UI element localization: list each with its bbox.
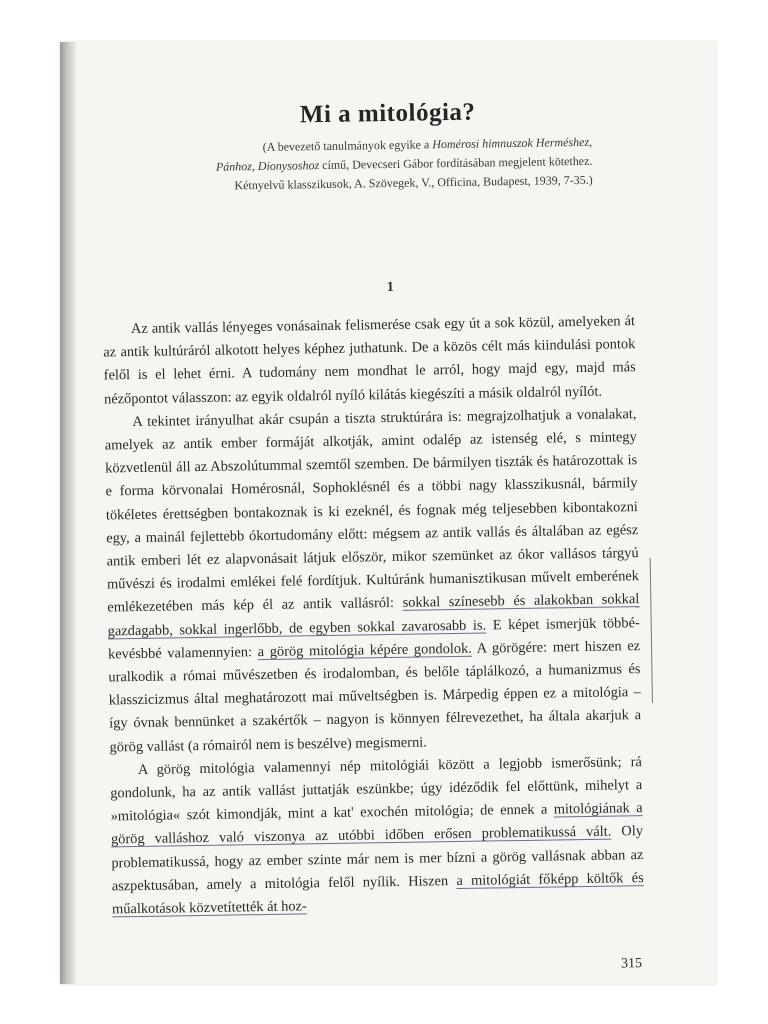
page-title: Mi a mitológia? <box>299 98 476 129</box>
source-line-2-suffix: című, Devecseri Gábor fordításában megjelent kötethez. <box>319 153 593 173</box>
paragraph-1 <box>103 310 636 411</box>
paragraph-3 <box>110 751 644 922</box>
paragraph-2-text-c: A görögére: mert hiszen ez uralkodik a római művészetben és irodalomban, és belőle táplálkozó, a humanizmus és klasszicizmus által meghatározott mai műveltségben is. Márpedig éppen ez a mitológia – így óvnak bennünket a szakértők – nagyon is könnyen félrevezethet, ha általa akarjuk a görög vallást (a rómairól nem is beszélve) megismerni. <box>108 637 642 756</box>
paragraph-2-text-a: A tekintet irányulhat akár csupán a tiszta struktúrára is: megrajzolhatjuk a vonalakat, amelyek az antik ember formáját alkotják, amint odalép az istenség elé, s mintegy közvetlenül áll az Abszolútummal szemtől szemben. De bármilyen tiszták és határozottak is e forma körvonalai Homérosnál, Sophoklésnél és a többi nagy klasszikusnál, bármily tökéletes érettségben bontakoznak is ki ezeknél, és fognak még teljesebben kibontakozni egy, a mainál fejlettebb ókortudomány előtt: mégsem az antik vallás és általában az egész antik emberi lét ez alapvonásait látjuk először, mikor szemünket az ókor vallásos tárgyú művészi és irodalmi emlékei felé fordítjuk. Kultúránk humanisztikusan művelt emberének emlékezetében más kép él az antik vallásról: <box>104 405 640 616</box>
paragraph-2 <box>104 403 641 759</box>
paragraph-2-text-b: E képet ismerjük többé-kevésbbé valamennyien: <box>107 614 640 663</box>
source-note <box>132 133 593 197</box>
source-line-1-italic: Homérosi himnuszok Herméshez, <box>432 134 593 152</box>
page-content <box>60 42 716 984</box>
page-number: 315 <box>620 956 643 972</box>
paragraph-3-text-b: Oly problematikussá, hogy az ember szinte már nem is mer bízni a görög vallásnak abban az aszpektusában, amely a mitológia felől nyílik. Hiszen <box>111 823 644 895</box>
margin-pencil-mark <box>650 558 653 703</box>
paragraph-1-text: Az antik vallás lényeges vonásainak felismerése csak egy út a sok közül, amelyeken át az antik kultúráról alkotott helyes képhez juthatunk. De a közös célt más kiindulási pontok felől is el lehet érni. A tudomány nem mondhat le arról, hogy majd egy, majd más nézőpontot válasszon: az egyik oldalról nyíló kilátás kiegészíti a másik oldalról nyílót. <box>103 313 636 408</box>
underlined-passage-2: a görög mitológia képére gondolok. <box>257 640 472 660</box>
underlined-passage-3: mitológiának a görög valláshoz való viszonya az utóbbi időben erősen problematikussá vált. <box>110 800 643 848</box>
book-page <box>60 42 716 984</box>
source-line-3: Kétnyelvű klasszikusok, A. Szövegek, V., Officina, Budapest, 1939, 7-35.) <box>234 172 593 193</box>
source-line-2-italic: Pánhoz, Dionysoshoz <box>215 158 320 174</box>
paragraph-3-text-a: A görög mitológia valamennyi nép mitológiái között a legjobb ismerősünk; rá gondolunk, ha az antik vallást juttatják eszünkbe; úgy idéződik fel előttünk, mihelyt a »mitológia« szót kimondják, mint a kat' exochén mitológia; de ennek a <box>110 753 643 825</box>
source-line-1-prefix: (A bevezető tanulmányok egyike a <box>262 137 433 154</box>
underlined-passage-4: a mitológiát főképp költők és műalkotások közvetítették át hoz- <box>111 869 644 918</box>
underlined-passage-1: sokkal színesebb és alakokban sokkal gazdagabb, sokkal ingerlőbb, de egyben sokkal zavarosabb is. <box>107 591 640 640</box>
section-number: 1 <box>386 279 394 296</box>
body-text <box>103 310 644 922</box>
